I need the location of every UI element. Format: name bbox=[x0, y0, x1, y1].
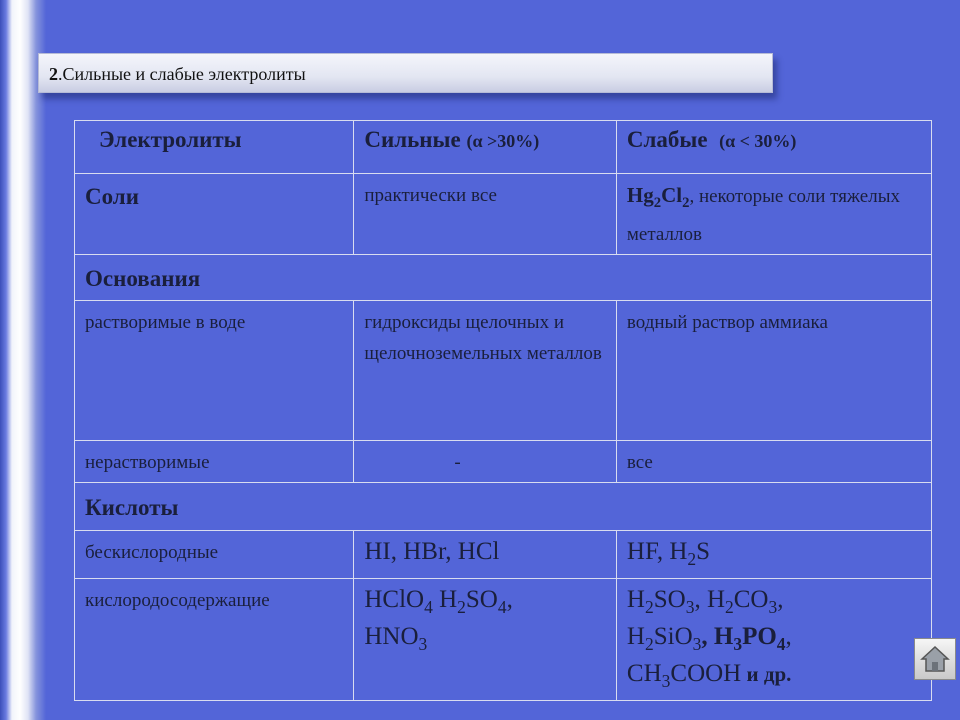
formula-part: H bbox=[626, 623, 645, 651]
slide-title-number: 2 bbox=[49, 64, 58, 84]
table-row-acids-oxygen-free bbox=[75, 531, 932, 579]
table-header-row bbox=[75, 121, 932, 174]
formula-sub: 3 bbox=[661, 671, 671, 692]
slide-title bbox=[49, 64, 306, 85]
formula-sub: 2 bbox=[725, 597, 734, 618]
header-electrolytes: Электролиты bbox=[75, 121, 354, 174]
table-row-salts bbox=[75, 174, 932, 255]
header-weak-condition: (α < 30%) bbox=[719, 131, 797, 151]
formula-part: SO bbox=[653, 586, 686, 614]
formula-sub: 3 bbox=[692, 634, 702, 655]
formula-part: HF, H bbox=[626, 538, 688, 566]
formula-sub: 4 bbox=[497, 597, 507, 618]
header-weak bbox=[616, 121, 931, 174]
formula-sub: 2 bbox=[644, 597, 654, 618]
salts-weak bbox=[616, 174, 931, 255]
header-weak-label: Слабые bbox=[626, 127, 708, 152]
table-row-bases-insoluble bbox=[75, 441, 932, 483]
bases-insoluble-strong: - bbox=[354, 441, 617, 483]
salts-strong: практически все bbox=[354, 174, 617, 255]
acids-oxygen-free-label: бескислородные bbox=[75, 531, 354, 579]
formula-part: , H bbox=[694, 586, 725, 614]
home-icon bbox=[919, 643, 951, 675]
electrolytes-table bbox=[74, 120, 932, 701]
formula-sub: 3 bbox=[685, 597, 695, 618]
formula-sub: 3 bbox=[733, 634, 743, 655]
table-row-acids-oxygen bbox=[75, 579, 932, 701]
formula-sub: 2 bbox=[644, 634, 654, 655]
acids-oxygen-free-strong: HI, HBr, HCl bbox=[354, 531, 617, 579]
left-decorative-bar bbox=[0, 0, 46, 720]
formula-part: SO bbox=[465, 586, 498, 614]
acids-oxygen-strong bbox=[354, 579, 617, 701]
header-strong-condition: (α >30%) bbox=[466, 131, 540, 151]
bases-insoluble-weak: все bbox=[616, 441, 931, 483]
formula-sub: 3 bbox=[418, 634, 428, 655]
salts-weak-text: , некоторые соли тяжелых металлов bbox=[626, 186, 900, 246]
slide-title-bar bbox=[38, 53, 773, 93]
formula-part: H bbox=[626, 586, 645, 614]
bases-soluble-label: растворимые в воде bbox=[75, 301, 354, 441]
header-strong bbox=[354, 121, 617, 174]
formula-part: , bbox=[777, 586, 784, 614]
table-row-acids bbox=[75, 483, 932, 531]
table-row-bases bbox=[75, 255, 932, 301]
header-strong-label: Сильные bbox=[364, 127, 461, 152]
bases-label: Основания bbox=[75, 255, 932, 301]
formula-part: и др. bbox=[741, 662, 792, 687]
formula-part: , bbox=[785, 623, 792, 651]
salts-weak-formula-sub: 2 bbox=[653, 195, 662, 212]
formula-part: S bbox=[696, 538, 711, 566]
formula-sub: 2 bbox=[457, 597, 466, 618]
acids-oxygen-label: кислородосодержащие bbox=[75, 579, 354, 701]
formula-sub: 3 bbox=[768, 597, 778, 618]
formula-part: , H bbox=[701, 623, 734, 651]
salts-weak-formula-part: Cl bbox=[661, 183, 683, 207]
acids-label: Кислоты bbox=[75, 483, 932, 531]
slide-title-text: .Сильные и слабые электролиты bbox=[58, 64, 306, 84]
formula-sub: 4 bbox=[776, 634, 786, 655]
salts-weak-formula-sub: 2 bbox=[682, 195, 690, 212]
bases-soluble-strong: гидроксиды щелочных и щелочноземельных металлов bbox=[354, 301, 617, 441]
table-row-bases-soluble bbox=[75, 301, 932, 441]
formula-part: HNO bbox=[364, 623, 419, 651]
formula-part: PO bbox=[742, 623, 777, 651]
acids-oxygen-free-weak bbox=[616, 531, 931, 579]
formula-part: , bbox=[506, 586, 513, 614]
bases-soluble-weak: водный раствор аммиака bbox=[616, 301, 931, 441]
formula-sub: 4 bbox=[424, 597, 433, 618]
formula-part: CH bbox=[626, 660, 662, 688]
bases-insoluble-label: нерастворимые bbox=[75, 441, 354, 483]
acids-oxygen-weak bbox=[616, 579, 931, 701]
salts-label: Соли bbox=[75, 174, 354, 255]
formula-part: COOH bbox=[670, 660, 742, 688]
formula-part: CO bbox=[733, 586, 769, 614]
formula-part: HClO bbox=[364, 586, 425, 614]
formula-part: SiO bbox=[653, 623, 693, 651]
formula-part: H bbox=[432, 586, 458, 614]
formula-sub: 2 bbox=[687, 549, 697, 570]
home-button[interactable] bbox=[914, 638, 956, 680]
salts-weak-formula-part: Hg bbox=[626, 183, 654, 207]
